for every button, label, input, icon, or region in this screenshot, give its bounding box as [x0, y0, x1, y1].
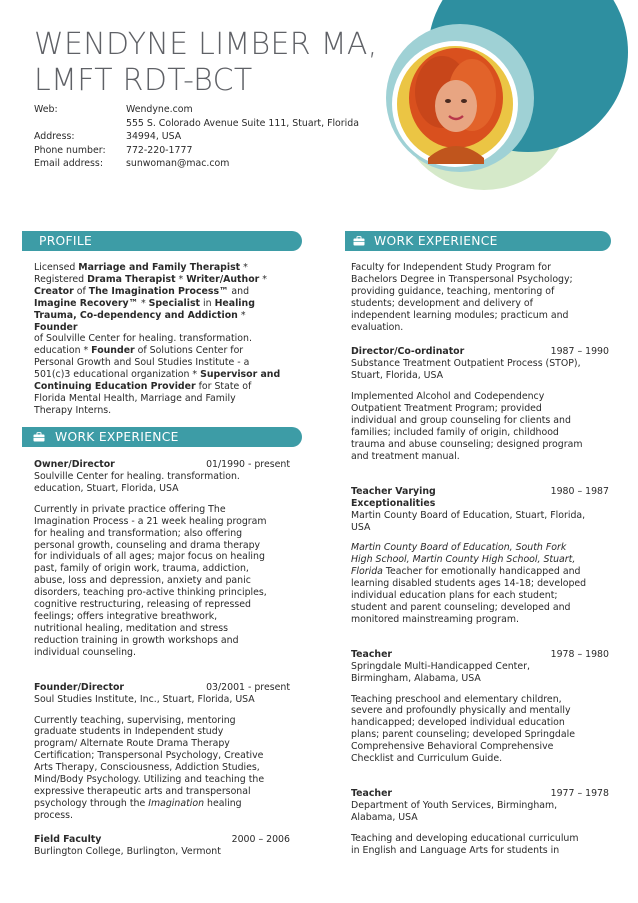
job-description: Teaching and developing educational curriculum in English and Language Arts for students in [351, 832, 579, 856]
address-line1: 555 S. Colorado Avenue Suite 111, Stuart, Florida [126, 117, 359, 129]
job-date: 1987 – 1990 [550, 346, 609, 358]
job-header [34, 459, 290, 471]
work-experience-header-right [345, 231, 611, 251]
contact-email [34, 157, 379, 171]
contact-web [34, 103, 379, 117]
contact-address-line1 [34, 117, 379, 131]
name-line-1: WENDYNE LIMBER MA, [34, 27, 378, 62]
header-decoration [350, 0, 638, 200]
job-title-cont: Exceptionalities [351, 497, 436, 509]
work-experience-title: WORK EXPERIENCE [55, 430, 179, 444]
briefcase-icon [353, 236, 365, 246]
job-description: Implemented Alcohol and Codependency Outpatient Treatment Program; provided individual and group counseling for clients and families; included family of origin, childhood trauma and abuse counseling; designed program and treatment manual. [351, 391, 583, 462]
profile-section-header [22, 231, 302, 251]
job-date: 1978 – 1980 [550, 648, 609, 660]
job-header [34, 834, 290, 846]
work-experience-header-left [22, 427, 302, 447]
job-org: Springdale Multi-Handicapped Center, [351, 660, 530, 672]
job-org: Substance Treatment Outpatient Process (STOP), [351, 358, 581, 370]
job-org: Martin County Board of Education, Stuart, Florida, [351, 509, 586, 521]
job-title: Founder/Director [34, 681, 125, 693]
job-date: 1977 – 1978 [550, 788, 609, 799]
job-title: Teacher [351, 788, 393, 799]
job-header [34, 682, 290, 694]
contact-address [34, 130, 379, 144]
job-org: USA [351, 521, 371, 533]
job-description: Currently in private practice offering The Imagination Process - a 21 week healing program for healing and transformation; also offering personal growth, counseling and drama therapy for individuals of all ages; major focus on healing past, family of origin work, trauma, addiction, abuse, loss and depression, anxiety and panic disorders, teaching pro-active thinking principles, cognitive restructuring, releasing of repressed feelings; offers integrative breathwork, nutritional healing, meditation and stress reduction training in growth workshops and individual counseling. [34, 503, 267, 658]
address-label: Address: [34, 131, 75, 143]
job-owner-director [34, 459, 290, 659]
left-work-list [34, 459, 290, 858]
job-header [351, 346, 609, 358]
email-value[interactable]: sunwoman@mac.com [126, 158, 230, 170]
job-title: Teacher Varying [351, 485, 436, 497]
job-title: Director/Co-ordinator [351, 346, 465, 358]
job-org: education, Stuart, Florida, USA [34, 482, 179, 494]
job-title: Owner/Director [34, 459, 115, 470]
job-org: Stuart, Florida, USA [351, 370, 444, 382]
profile-section-title: PROFILE [39, 234, 93, 248]
work-experience-title: WORK EXPERIENCE [374, 234, 498, 248]
job-field-faculty [34, 834, 290, 858]
job-date: 01/1990 - present [206, 459, 290, 470]
job-title: Field Faculty [34, 833, 102, 845]
job-description: Teaching preschool and elementary children, severe and profoundly physically and mentally handicapped; developed individual education plans; parent counseling; developed Springdale Comprehensive Behavioral Comprehensive Checklist and Curriculum Guide. [351, 693, 575, 765]
briefcase-icon [33, 432, 45, 442]
web-value[interactable]: Wendyne.com [126, 104, 193, 115]
job-description: Currently teaching, supervising, mentoring graduate students in Independent study program/ Alternate Route Drama Therapy Certification; Transpersonal Psychology, Creative Arts Therapy, Consciousness, Addiction Studies, Mind/Body Psychology. Utilizing and teaching the expressive therapeutic arts and transpersonal psychology through the Imagination healing process. [34, 714, 265, 821]
job-title: Teacher [351, 648, 393, 660]
contact-phone [34, 144, 379, 158]
phone-label: Phone number: [34, 144, 106, 156]
job-org: Soul Studies Institute, Inc., Stuart, Florida, USA [34, 693, 255, 705]
phone-value: 772-220-1777 [126, 144, 193, 156]
job-org: Burlington College, Burlington, Vermont [34, 845, 221, 857]
job-org: Birmingham, Alabama, USA [351, 672, 481, 684]
profile-body: Licensed Marriage and Family Therapist * Registered Drama Therapist * Writer/Author * Creator of The Imagination Process™ and Imagine Recovery™ * Specialist in Healing Trauma, Co-dependency and Addiction * Founder of Soulville Center for healing. transformation. education * Founder of Solutions Center for Personal Growth and Soul Studies Institute - a 501(c)3 educational organization * Supervisor and Continuing Education Provider for State of Florida Mental Health, Marriage and Family Therapy Interns. [34, 262, 281, 416]
job-teacher-varying-exceptionalities [351, 486, 609, 626]
job-date: 1980 – 1987 [550, 485, 609, 497]
job-org: Alabama, USA [351, 811, 418, 823]
job-founder-director [34, 682, 290, 822]
job-org: Department of Youth Services, Birmingham, [351, 800, 558, 811]
name-line-2: LMFT RDT-BCT [34, 63, 253, 98]
job-header [351, 788, 609, 800]
email-label: Email address: [34, 158, 103, 170]
web-label: Web: [34, 104, 58, 115]
right-work-list [351, 262, 609, 857]
address-line2: 34994, USA [126, 131, 182, 143]
job-org: Soulville Center for healing. transformation. [34, 471, 240, 482]
job-date: 03/2001 - present [206, 681, 290, 693]
contact-block [34, 103, 379, 171]
job-date: 2000 – 2006 [231, 833, 290, 845]
job-teacher-springdale [351, 649, 609, 765]
decorative-circles [350, 0, 638, 200]
job-description: Martin County Board of Education, South Fork High School, Martin County High School, Stuart, Florida Teacher for emotionally handicapped and learning disabled students ages 14-18; developed individual education plans for each student; student and parent counseling; developed and monitored mainstreaming program. [351, 542, 587, 625]
job-header [351, 486, 609, 498]
job-header [351, 649, 609, 661]
job-director-coordinator [351, 346, 609, 462]
job-description-continued: Faculty for Independent Study Program for Bachelors Degree in Transpersonal Psychology; providing guidance, teaching, mentoring of students; development and delivery of independent learning modules; practicum and evaluation. [351, 262, 573, 333]
job-teacher-youth-services [351, 788, 609, 857]
